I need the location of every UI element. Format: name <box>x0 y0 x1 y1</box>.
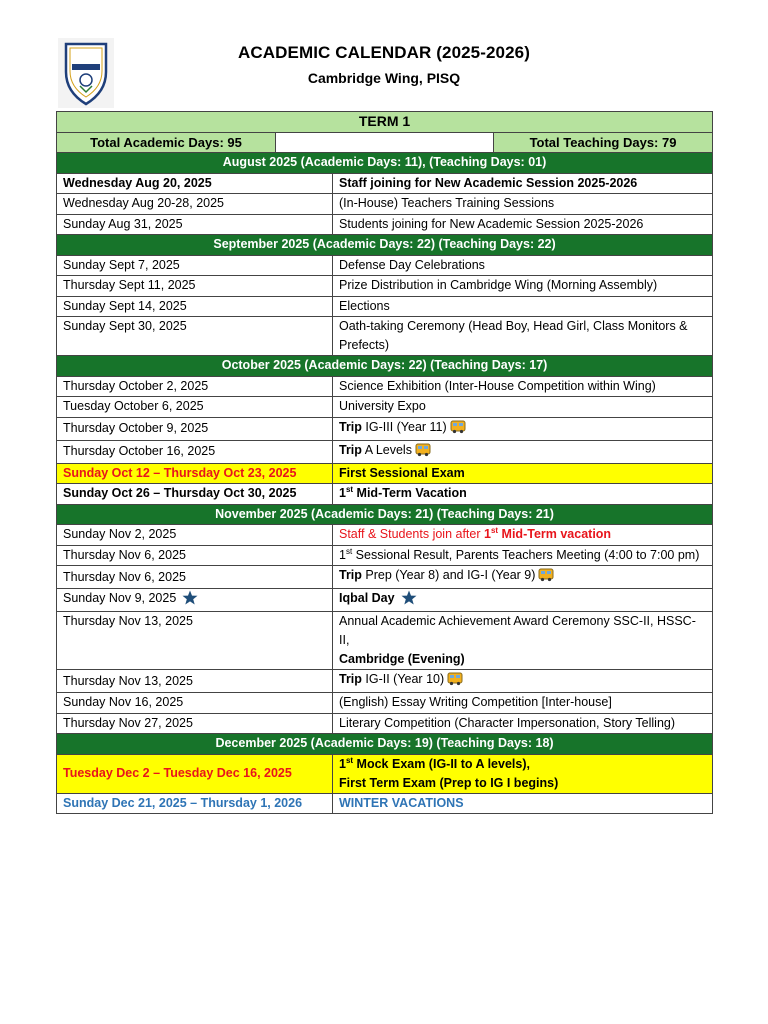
month-header: December 2025 (Academic Days: 19) (Teaching Days: 18) <box>57 734 713 755</box>
date-cell: Thursday Nov 6, 2025 <box>57 545 333 566</box>
date-cell: Thursday Sept 11, 2025 <box>57 276 333 297</box>
date-cell: Sunday Oct 26 – Thursday Oct 30, 2025 <box>57 484 333 505</box>
event-cell <box>333 440 713 463</box>
ordinal-number: 1 <box>339 547 346 562</box>
month-header-row <box>57 235 713 256</box>
calendar-table <box>56 111 713 814</box>
event-text-bold: Mid-Term vacation <box>498 527 612 542</box>
date-cell: Tuesday October 6, 2025 <box>57 397 333 418</box>
star-icon <box>401 590 417 611</box>
trip-label: Trip <box>339 672 362 686</box>
event-cell <box>333 417 713 440</box>
term-stats-row <box>57 132 713 153</box>
ordinal-suffix: st <box>490 526 499 536</box>
event-cell: First Sessional Exam <box>333 463 713 484</box>
date-cell: Wednesday Aug 20-28, 2025 <box>57 194 333 215</box>
event-text: Staff & Students join after <box>339 527 484 542</box>
table-row <box>57 612 713 670</box>
date-cell: Thursday Nov 6, 2025 <box>57 566 333 589</box>
trip-label: Trip <box>339 442 362 457</box>
event-cell: WINTER VACATIONS <box>333 793 713 814</box>
table-row <box>57 194 713 215</box>
event-text: Iqbal Day <box>339 591 395 605</box>
bus-icon <box>538 568 554 588</box>
event-cell <box>333 566 713 589</box>
bus-icon <box>415 443 431 463</box>
date-cell: Sunday Oct 12 – Thursday Oct 23, 2025 <box>57 463 333 484</box>
table-row <box>57 525 713 546</box>
table-row <box>57 793 713 814</box>
ordinal-number: 1 <box>484 527 491 542</box>
event-text: Prep (Year 8) and IG-I (Year 9) <box>361 568 536 582</box>
event-cell <box>333 670 713 693</box>
event-cell: Literary Competition (Character Impersonation, Story Telling) <box>333 713 713 734</box>
date-cell: Sunday Aug 31, 2025 <box>57 214 333 235</box>
table-row <box>57 589 713 612</box>
ordinal-suffix: st <box>345 485 354 495</box>
event-text-line2: Cambridge (Evening) <box>339 652 465 666</box>
ordinal-suffix: st <box>345 546 353 556</box>
event-cell: (In-House) Teachers Training Sessions <box>333 194 713 215</box>
bus-icon <box>447 672 463 692</box>
date-text: Sunday Nov 9, 2025 <box>63 591 177 605</box>
table-row <box>57 440 713 463</box>
event-text-line2: First Term Exam (Prep to IG I begins) <box>339 775 559 790</box>
table-row <box>57 484 713 505</box>
event-text: Sessional Result, Parents Teachers Meeting (4:00 to 7:00 pm) <box>352 547 700 562</box>
star-icon <box>182 590 198 611</box>
month-header-row <box>57 734 713 755</box>
event-text: IG-II (Year 10) <box>361 672 445 686</box>
event-text: IG-III (Year 11) <box>361 419 447 434</box>
ordinal-number: 1 <box>339 486 346 501</box>
date-cell: Sunday Sept 7, 2025 <box>57 255 333 276</box>
table-row <box>57 214 713 235</box>
event-cell <box>333 754 713 793</box>
trip-label: Trip <box>339 568 362 582</box>
event-cell <box>333 612 713 670</box>
table-row <box>57 276 713 297</box>
event-text: Annual Academic Achievement Award Ceremony SSC-II, HSSC-II, <box>339 614 696 647</box>
month-header: September 2025 (Academic Days: 22) (Teaching Days: 22) <box>57 235 713 256</box>
date-cell: Thursday October 2, 2025 <box>57 376 333 397</box>
term-title: TERM 1 <box>57 112 713 133</box>
month-header-row <box>57 504 713 525</box>
date-cell: Sunday Nov 2, 2025 <box>57 525 333 546</box>
ordinal-suffix: st <box>345 755 354 765</box>
event-text: Mid-Term Vacation <box>353 486 467 501</box>
trip-label: Trip <box>339 419 362 434</box>
event-cell <box>333 545 713 566</box>
event-cell <box>333 589 713 612</box>
month-header: August 2025 (Academic Days: 11), (Teaching Days: 01) <box>57 153 713 174</box>
event-cell: University Expo <box>333 397 713 418</box>
event-cell: Students joining for New Academic Session 2025-2026 <box>333 214 713 235</box>
event-cell: Prize Distribution in Cambridge Wing (Morning Assembly) <box>333 276 713 297</box>
event-text: A Levels <box>361 442 412 457</box>
date-cell: Thursday October 16, 2025 <box>57 440 333 463</box>
total-academic-days: Total Academic Days: 95 <box>57 132 276 153</box>
month-header: November 2025 (Academic Days: 21) (Teaching Days: 21) <box>57 504 713 525</box>
table-row <box>57 317 713 356</box>
date-cell: Sunday Sept 14, 2025 <box>57 296 333 317</box>
event-cell: Elections <box>333 296 713 317</box>
event-cell: Science Exhibition (Inter-House Competition within Wing) <box>333 376 713 397</box>
date-cell: Sunday Nov 16, 2025 <box>57 693 333 714</box>
table-row <box>57 693 713 714</box>
table-row <box>57 545 713 566</box>
total-teaching-days: Total Teaching Days: 79 <box>494 132 713 153</box>
date-cell: Sunday Sept 30, 2025 <box>57 317 333 356</box>
date-cell: Tuesday Dec 2 – Tuesday Dec 16, 2025 <box>57 754 333 793</box>
table-row <box>57 376 713 397</box>
date-cell <box>57 589 333 612</box>
table-row <box>57 463 713 484</box>
month-header-row <box>57 153 713 174</box>
table-row <box>57 173 713 194</box>
table-row <box>57 713 713 734</box>
stats-spacer <box>276 132 494 153</box>
bus-icon <box>450 420 466 440</box>
date-cell: Sunday Dec 21, 2025 – Thursday 1, 2026 <box>57 793 333 814</box>
event-cell: Oath-taking Ceremony (Head Boy, Head Girl, Class Monitors & Prefects) <box>333 317 713 356</box>
page-title: ACADEMIC CALENDAR (2025-2026) <box>238 43 530 62</box>
term-header-row <box>57 112 713 133</box>
event-cell <box>333 525 713 546</box>
table-row <box>57 670 713 693</box>
page-subtitle: Cambridge Wing, PISQ <box>307 70 461 86</box>
event-cell: (English) Essay Writing Competition [Inter-house] <box>333 693 713 714</box>
ordinal-number: 1 <box>339 756 346 771</box>
table-row <box>57 566 713 589</box>
table-row <box>57 417 713 440</box>
event-cell: Defense Day Celebrations <box>333 255 713 276</box>
month-header-row <box>57 356 713 377</box>
date-cell: Thursday Nov 13, 2025 <box>57 670 333 693</box>
table-row <box>57 754 713 793</box>
date-cell: Wednesday Aug 20, 2025 <box>57 173 333 194</box>
event-cell: Staff joining for New Academic Session 2025-2026 <box>333 173 713 194</box>
table-row <box>57 397 713 418</box>
month-header: October 2025 (Academic Days: 22) (Teaching Days: 17) <box>57 356 713 377</box>
table-row <box>57 255 713 276</box>
date-cell: Thursday Nov 27, 2025 <box>57 713 333 734</box>
event-text: Mock Exam (IG-II to A levels), <box>353 756 530 771</box>
event-cell <box>333 484 713 505</box>
date-cell: Thursday October 9, 2025 <box>57 417 333 440</box>
date-cell: Thursday Nov 13, 2025 <box>57 612 333 670</box>
table-row <box>57 296 713 317</box>
